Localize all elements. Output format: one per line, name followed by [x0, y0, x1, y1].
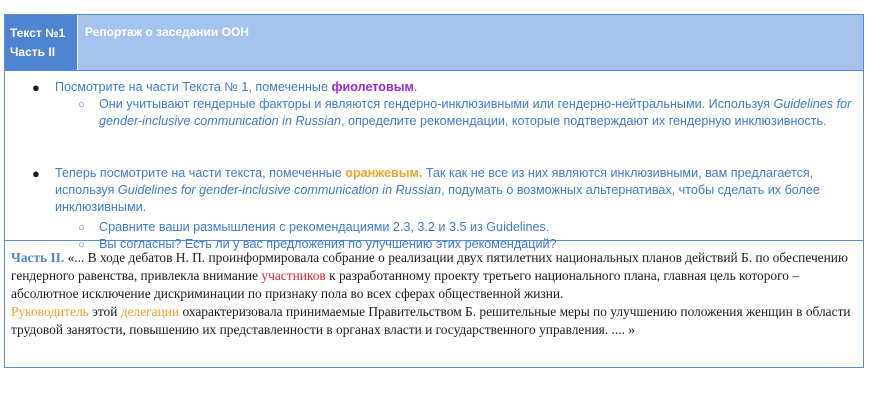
- instruction-subitem-2: Сравните ваши размышления с рекомендациями 2.3, 3.2 и 3.5 из Guidelines.: [99, 220, 550, 234]
- instruction-subitem-1: Они учитывают гендерные факторы и являются гендерно-инклюзивными или гендерно-нейтральными. Используя Guidelines for gender-inclusive communication in Russian, определите рекомендации, которые подтверждают их гендерную инклюзивность.: [99, 97, 852, 128]
- text-card: [4, 14, 864, 368]
- text-part-label-box: [5, 15, 78, 70]
- sub-bullet-icon: ○: [78, 222, 85, 234]
- instruction-item-1: Посмотрите на части Текста № 1, помеченные фиолетовым.: [55, 80, 418, 94]
- card-title: Репортаж о заседании ООН: [85, 25, 249, 39]
- passage-text: Часть II. «... В ходе дебатов Н. П. проинформировала собрание о реализации двух пятилетних национальных планов действий Б. по обеспечению гендерного равенства, привлекла внимание участников к разработанному проекту третьего национального плана, главная цель которого – абсолютное исключение дискриминации по признаку пола во всех сферах общественной жизни. Руководитель этой делегации охарактеризовала принимаемые Правительством Б. решительные меры по улучшению положения женщин в области трудовой занятости, повышению их представленности в органах власти и государственного управления. .... »: [11, 250, 851, 337]
- bullet-icon: ●: [32, 80, 40, 95]
- card-header: [5, 15, 863, 71]
- violet-highlight: фиолетовым: [331, 80, 414, 94]
- part-label: Часть II: [10, 45, 56, 59]
- sub-bullet-icon: ○: [78, 239, 85, 251]
- passage-part-label: Часть II.: [11, 250, 65, 265]
- bullet-icon: ●: [32, 166, 40, 181]
- highlight-participants: участников: [261, 268, 326, 283]
- text-number-label: Текст №1: [10, 26, 66, 40]
- highlight-leader: Руководитель: [11, 304, 89, 319]
- instructions-section: [5, 71, 863, 251]
- sub-bullet-icon: ○: [78, 99, 85, 111]
- highlight-delegation: делегации: [120, 304, 180, 319]
- instruction-item-2: Теперь посмотрите на части текста, помеченные оранжевым. Так как не все из них являются инклюзивными, вам предлагается, используя Guidelines for gender-inclusive communication in Russian, подумать о возможных альтернативах, чтобы сделать их более инклюзивными.: [55, 166, 820, 214]
- instruction-subitem-3: Вы согласны? Есть ли у вас предложения по улучшению этих рекомендаций?: [99, 237, 557, 251]
- orange-highlight: оранжевым.: [345, 166, 423, 180]
